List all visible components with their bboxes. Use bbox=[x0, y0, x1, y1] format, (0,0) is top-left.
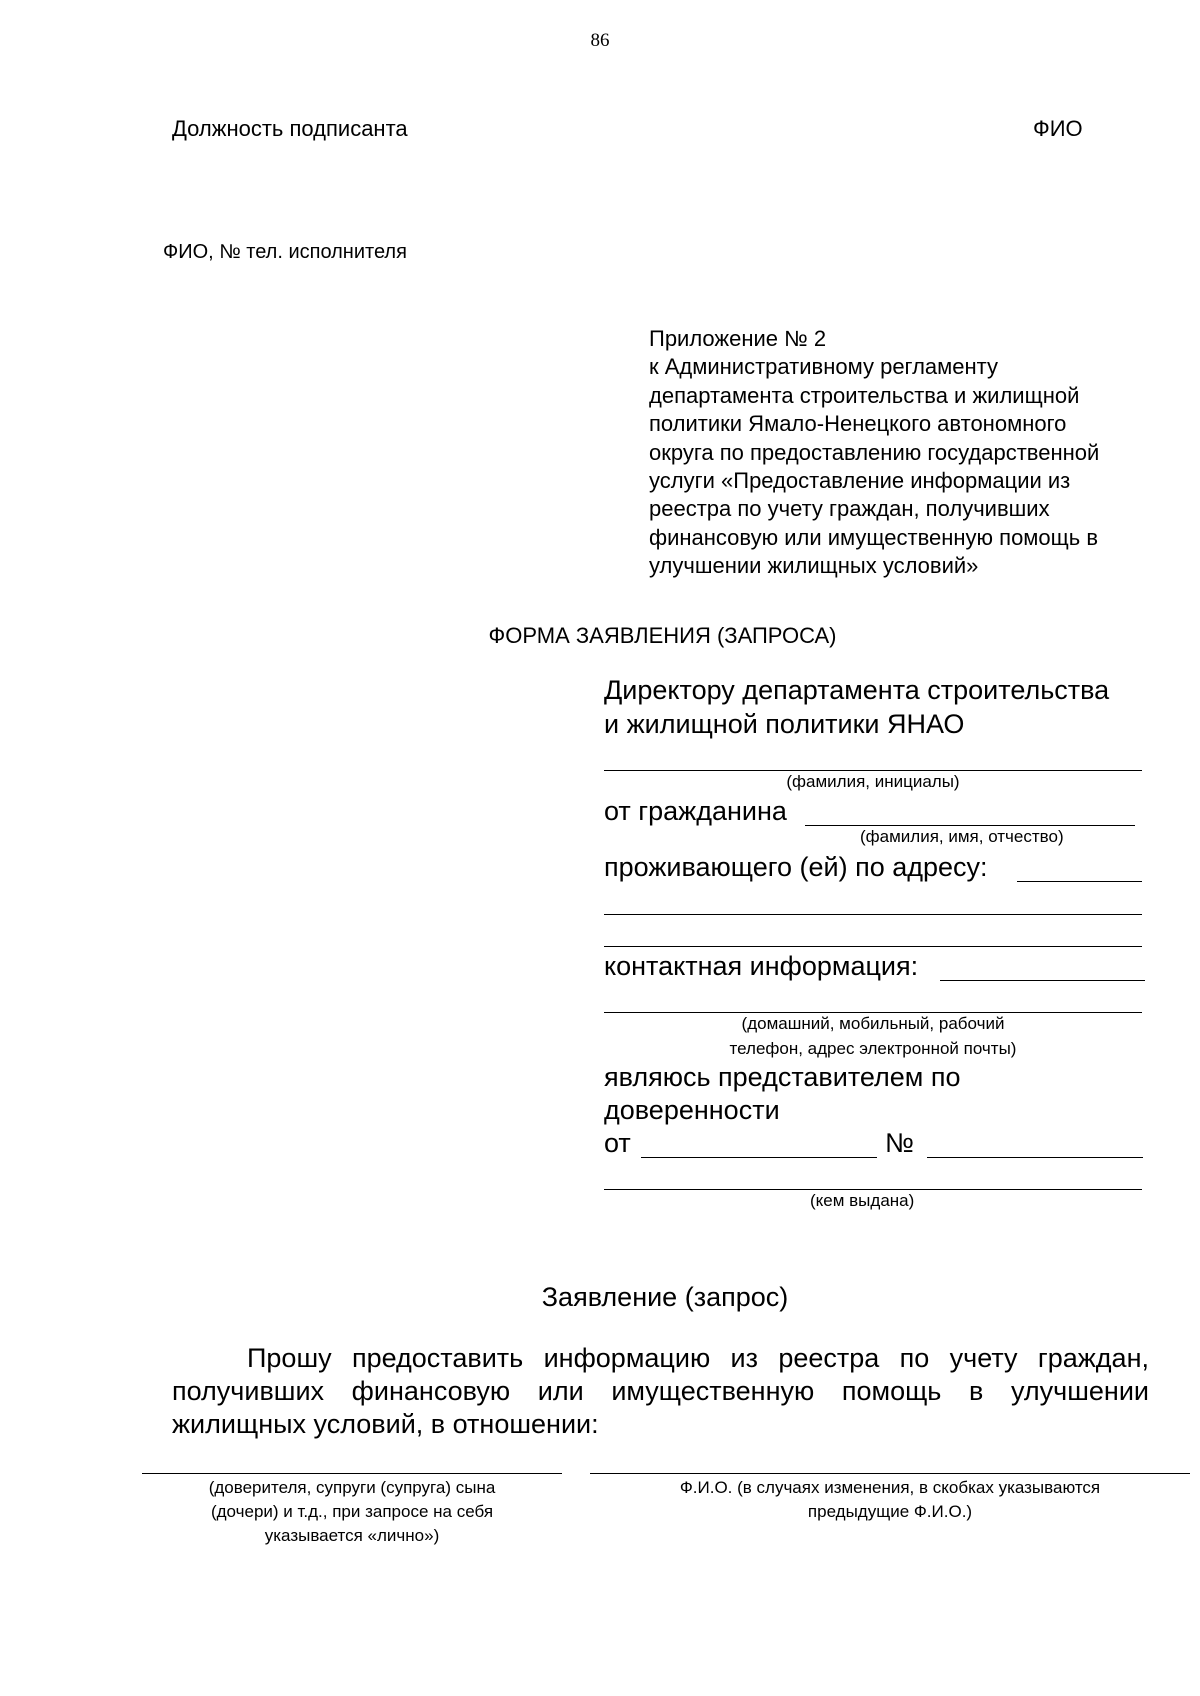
relation-caption-line: указывается «лично») bbox=[264, 1526, 440, 1545]
contact-caption-2: телефон, адрес электронной почты) bbox=[729, 1039, 1017, 1058]
appendix-line: Приложение № 2 bbox=[649, 326, 827, 351]
power-of-attorney-number-line[interactable] bbox=[927, 1157, 1143, 1158]
statement-title: Заявление (запрос) bbox=[541, 1282, 789, 1312]
full-name-line[interactable] bbox=[590, 1473, 1190, 1474]
form-title: ФОРМА ЗАЯВЛЕНИЯ (ЗАПРОСА) bbox=[488, 623, 837, 648]
address-line-2[interactable] bbox=[604, 914, 1142, 915]
statement-line-1: Прошу предоставить информацию из реестра по учету граждан, bbox=[247, 1343, 1149, 1373]
issued-by-line[interactable] bbox=[604, 1189, 1142, 1190]
address-label: проживающего (ей) по адресу: bbox=[604, 852, 988, 882]
signer-name-label: ФИО bbox=[1033, 116, 1083, 141]
appendix-line: услуги «Предоставление информации из bbox=[649, 468, 1071, 494]
full-name-caption-line: Ф.И.О. (в случаях изменения, в скобках указываются bbox=[679, 1478, 1101, 1497]
representative-line-2: доверенности bbox=[604, 1095, 780, 1125]
director-caption: (фамилия, инициалы) bbox=[786, 772, 960, 791]
appendix-block bbox=[649, 325, 1099, 581]
from-citizen-label: от гражданина bbox=[604, 796, 787, 826]
addressee-line-1: Директору департамента строительства bbox=[604, 675, 1110, 705]
relation-caption-line: (доверителя, супруги (супруга) сына bbox=[208, 1478, 496, 1497]
full-name-caption bbox=[590, 1476, 1190, 1524]
relation-line[interactable] bbox=[142, 1473, 562, 1474]
appendix-line: департамента строительства и жилищной bbox=[649, 382, 1080, 408]
executor-label: ФИО, № тел. исполнителя bbox=[163, 241, 407, 263]
contact-label: контактная информация: bbox=[604, 951, 919, 981]
full-name-caption-line: предыдущие Ф.И.О.) bbox=[807, 1502, 973, 1521]
statement-line-2: получивших финансовую или имущественную помощь в улучшении bbox=[172, 1376, 1149, 1406]
citizen-caption: (фамилия, имя, отчество) bbox=[860, 827, 1064, 846]
address-line-3[interactable] bbox=[604, 946, 1142, 947]
contact-line-1[interactable] bbox=[940, 980, 1145, 981]
director-name-line[interactable] bbox=[604, 770, 1142, 771]
address-line-1[interactable] bbox=[1017, 881, 1142, 882]
relation-caption bbox=[142, 1476, 562, 1548]
appendix-line: политики Ямало-Ненецкого автономного bbox=[649, 411, 1067, 437]
power-of-attorney-date-line[interactable] bbox=[641, 1157, 877, 1158]
relation-caption-line: (дочери) и т.д., при запросе на себя bbox=[210, 1502, 494, 1521]
page-number: 86 bbox=[590, 30, 610, 51]
appendix-line: финансовую или имущественную помощь в bbox=[649, 524, 1099, 550]
contact-caption-1: (домашний, мобильный, рабочий bbox=[741, 1014, 1005, 1033]
representative-line-1: являюсь представителем по bbox=[604, 1062, 961, 1092]
statement-line-3: жилищных условий, в отношении: bbox=[172, 1409, 599, 1439]
power-of-attorney-date-label: от bbox=[604, 1128, 631, 1158]
appendix-line: улучшении жилищных условий» bbox=[649, 553, 979, 579]
appendix-line: к Административному регламенту bbox=[649, 354, 999, 380]
issued-by-caption: (кем выдана) bbox=[810, 1191, 915, 1210]
appendix-line: округа по предоставлению государственной bbox=[649, 439, 1100, 465]
citizen-name-line[interactable] bbox=[805, 825, 1135, 826]
addressee-line-2: и жилищной политики ЯНАО bbox=[604, 709, 965, 739]
appendix-line: реестра по учету граждан, получивших bbox=[649, 496, 1050, 522]
power-of-attorney-number-label: № bbox=[885, 1128, 914, 1158]
signer-position-label: Должность подписанта bbox=[172, 116, 408, 141]
statement-paragraph bbox=[172, 1342, 1149, 1441]
contact-line-2[interactable] bbox=[604, 1012, 1142, 1013]
